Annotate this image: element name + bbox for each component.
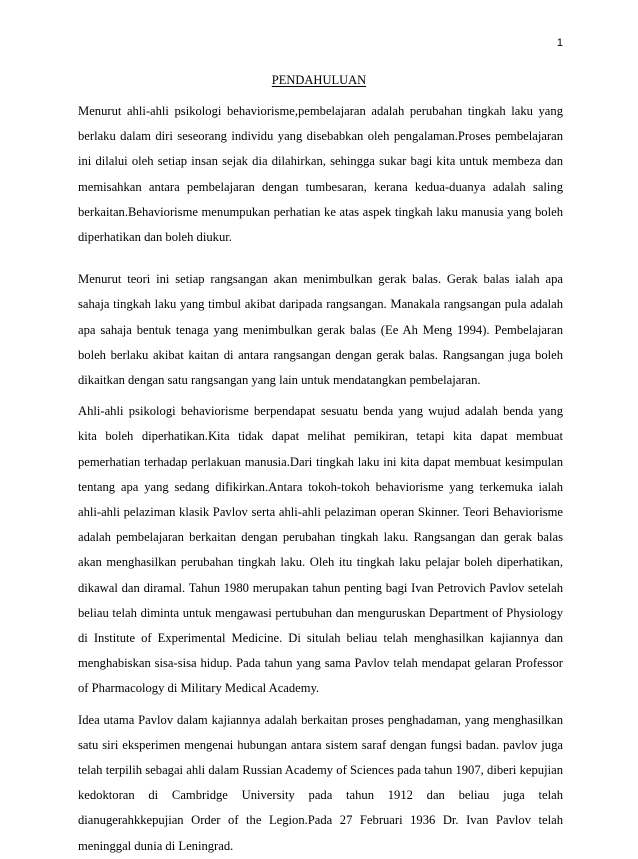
page-title: PENDAHULUAN <box>271 73 367 87</box>
paragraph-2: Menurut teori ini setiap rangsangan akan menimbulkan gerak balas. Gerak balas ialah apa sahaja tingkah laku yang timbul akibat daripada rangsangan. Manakala rangsangan pula adalah apa sahaja bentuk tenaga yang menimbulkan gerak balas (Ee Ah Meng 1994). Pembelajaran boleh berlaku akibat kaitan di antara rangsangan dengan gerak balas. Rangsangan juga boleh dikaitkan dengan satu rangsangan yang lain untuk mendatangkan pembelajaran. <box>78 272 563 388</box>
paragraph-1: Menurut ahli-ahli psikologi behaviorisme,pembelajaran adalah perubahan tingkah laku yang berlaku dalam diri seseorang individu yang disebabkan oleh pengalaman.Proses pembelajaran ini dilalui oleh setiap insan sejak dia dilahirkan, sehingga sukar bagi kita untuk membeza dan memisahkan antara pembelajaran dengan tumbesaran, kerana kedua-duanya adalah saling berkaitan.Behaviorisme menumpukan perhatian ke atas aspek tingkah laku manusia yang boleh diperhatikan dan boleh diukur. <box>78 104 563 245</box>
paragraph-3: Ahli-ahli psikologi behaviorisme berpendapat sesuatu benda yang wujud adalah benda yang kita boleh diperhatikan.Kita tidak dapat melihat pemikiran, tetapi kita dapat membuat pemerhatian terhadap perlakuan manusia.Dari tingkah laku ini kita dapat membuat kesimpulan tentang apa yang sedang difikirkan.Antara tokoh-tokoh behaviorisme yang terkemuka ialah ahli-ahli pelaziman klasik Pavlov serta ahli-ahli pelaziman operan Skinner. Teori Behaviorisme adalah pembelajaran berkaitan dengan perubahan tingkah laku. Rangsangan dan gerak balas akan menghasilkan perubahan tingkah laku. Oleh itu tingkah laku pelajar boleh diperhatikan, dikawal dan diramal. Tahun 1980 merupakan tahun penting bagi Ivan Petrovich Pavlov setelah beliau telah diminta untuk mengawasi pertubuhan dan menguruskan Department of Physiology di Institute of Experimental Medicine. Di situlah beliau telah menghasilkan kajiannya dan menghabiskan sisa-sisa hidup. Pada tahun yang sama Pavlov telah mendapat gelaran Professor of Pharmacology di Military Medical Academy. <box>78 404 563 696</box>
paragraph-4: Idea utama Pavlov dalam kajiannya adalah berkaitan proses penghadaman, yang menghasilkan satu siri eksperimen mengenai hubungan antara sistem saraf dengan fungsi badan. pavlov juga telah terpilih sebagai ahli dalam Russian Academy of Sciences pada tahun 1907, diberi kepujian kedoktoran di Cambridge University pada tahun 1912 dan beliau juga telah dianugerahkkepujian Order of the Legion.Pada 27 Februari 1936 Dr. Ivan Pavlov telah meninggal dunia di Leningrad. <box>78 712 563 853</box>
document-body <box>78 99 563 859</box>
page-number: 1 <box>556 37 563 49</box>
